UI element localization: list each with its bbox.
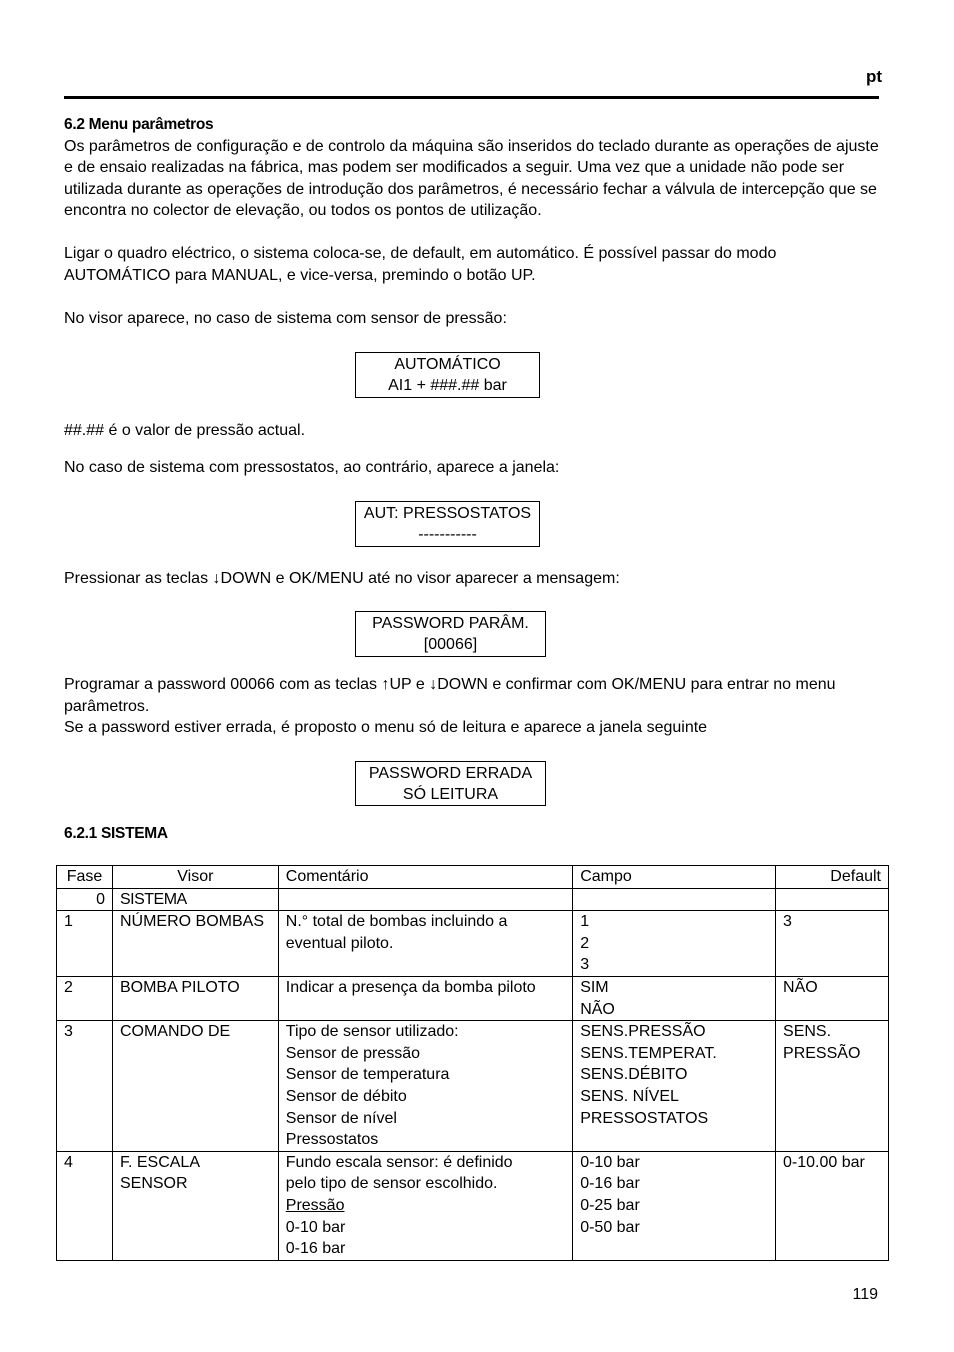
- page-number: 119: [852, 1286, 878, 1303]
- section-body: [64, 114, 879, 222]
- display-line: AUT: PRESSOSTATOS: [363, 505, 532, 522]
- group-fase: 0: [57, 888, 113, 911]
- header-fase: Fase: [57, 866, 113, 889]
- paragraph-password: Programar a password 00066 com as teclas ↑UP e ↓DOWN e confirmar com OK/MENU para entrar no menu parâmetros. Se a password estiver errada, é proposto o menu só de leitura e aparece a janela seguinte: [64, 676, 836, 737]
- header-campo: Campo: [573, 866, 776, 889]
- paragraph-pressostats: No caso de sistema com pressostatos, ao contrário, aparece a janela:: [64, 459, 560, 476]
- display-box-automatic: [355, 352, 540, 398]
- display-box-wrong-password: [355, 761, 546, 806]
- paragraph-startup: Ligar o quadro eléctrico, o sistema coloca-se, de default, em automático. É possível passar do modo AUTOMÁTICO para MANUAL, e vice-versa, premindo o botão UP.: [64, 245, 777, 284]
- paragraph-display-sensor: No visor aparece, no caso de sistema com sensor de pressão:: [64, 310, 507, 327]
- display-line: [00066]: [423, 636, 478, 653]
- paragraph-press-keys: Pressionar as teclas ↓DOWN e OK/MENU até no visor aparecer a mensagem:: [64, 570, 620, 587]
- display-box-pressostats: [355, 501, 540, 547]
- group-visor: SISTEMA: [112, 888, 278, 911]
- subsection-title: 6.2.1 SISTEMA: [64, 825, 168, 842]
- table-row: 1 NÚMERO BOMBAS N.° total de bombas incluindo a eventual piloto. 1 2 3 3: [57, 911, 889, 977]
- table-row: 2 BOMBA PILOTO Indicar a presença da bomba piloto SIM NÃO NÃO: [57, 976, 889, 1020]
- table-group-row: [57, 888, 889, 911]
- language-tag: pt: [865, 67, 882, 86]
- section-title: 6.2 Menu parâmetros: [64, 116, 214, 133]
- display-line: -----------: [418, 526, 477, 543]
- table-row: 4 F. ESCALA SENSOR Fundo escala sensor: é definido pelo tipo de sensor escolhido. Pressão 0-10 bar 0-16 bar 0-10 bar 0-16 bar 0-25 bar 0-50 bar 0-10.00 bar: [57, 1151, 889, 1260]
- display-line: SÓ LEITURA: [402, 786, 499, 803]
- header-visor: Visor: [112, 866, 278, 889]
- paragraph-pressure-value: ##.## é o valor de pressão actual.: [64, 422, 306, 439]
- parameters-table: [56, 865, 889, 1261]
- display-line: PASSWORD ERRADA: [368, 765, 533, 782]
- display-box-password: [355, 611, 546, 657]
- header-comentario: Comentário: [278, 866, 572, 889]
- display-line: AUTOMÁTICO: [394, 356, 501, 373]
- header-rule: [64, 96, 879, 99]
- header-default: Default: [776, 866, 889, 889]
- display-line: PASSWORD PARÂM.: [372, 615, 529, 632]
- table-header-row: [57, 866, 889, 889]
- display-line: AI1 + ###.## bar: [388, 377, 507, 394]
- paragraph-intro: Os parâmetros de configuração e de controlo da máquina são inseridos do teclado durante as operações de ajuste e de ensaio realizadas na fábrica, mas podem ser modificados a seguir. Uma vez que a unidade não pode ser utilizada durante as operações de introdução dos parâmetros, é necessário fechar a válvula de intercepção que se encontra no colector de elevação, ou todos os pontos de utilização.: [64, 137, 879, 220]
- table-row: 3 COMANDO DE Tipo de sensor utilizado: Sensor de pressão Sensor de temperatura Sensor de débito Sensor de nível Pressostatos SENS.PRESSÃO SENS.TEMPERAT. SENS.DÉBITO SENS. NÍVEL PRESSOSTATOS SENS. PRESSÃO: [57, 1021, 889, 1152]
